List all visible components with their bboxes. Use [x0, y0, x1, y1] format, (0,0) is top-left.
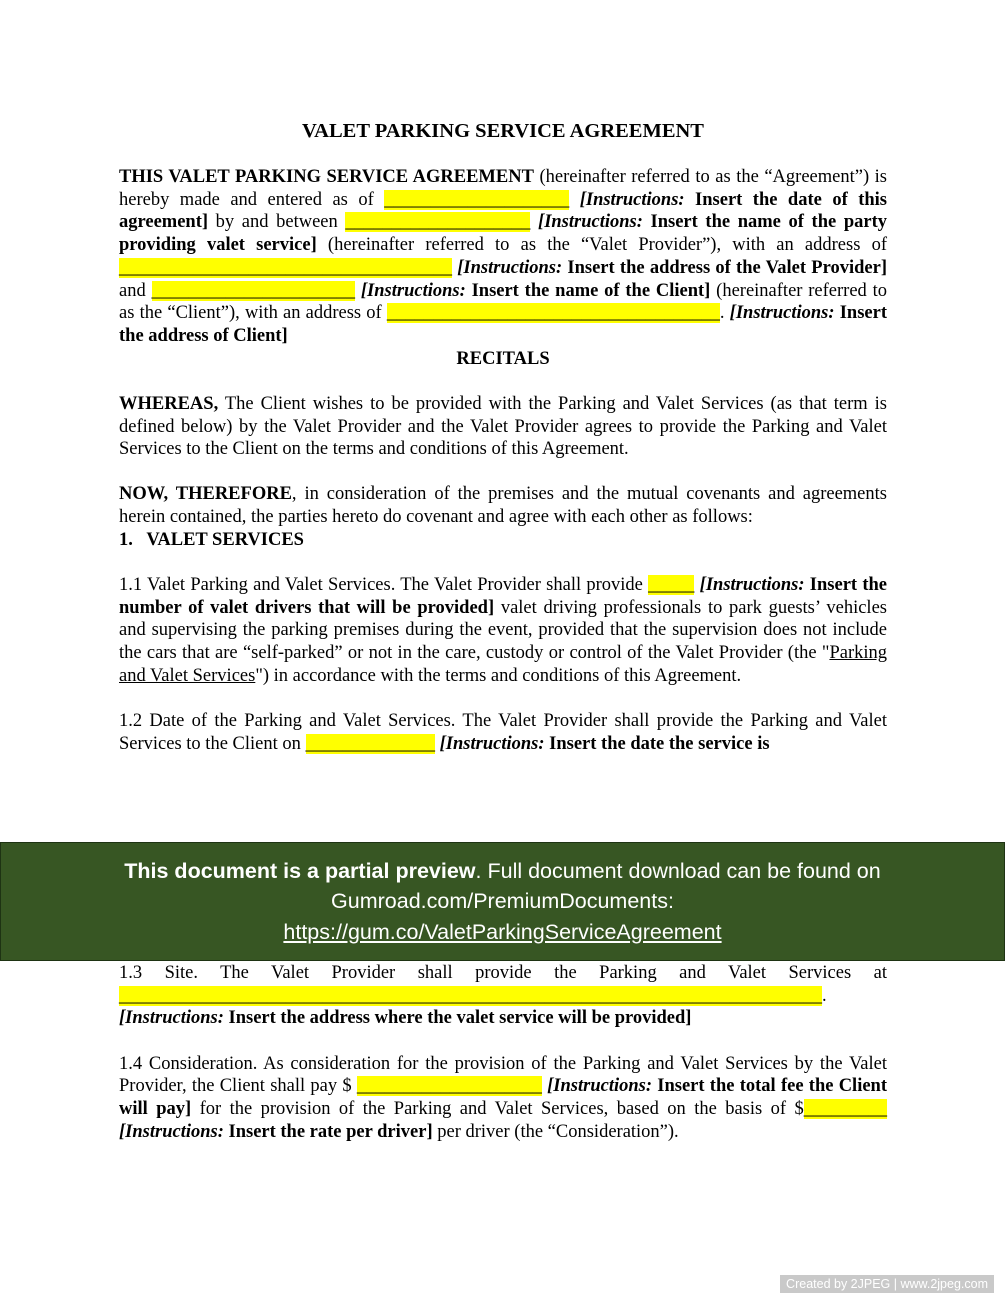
banner-bold: This document is a partial preview [124, 858, 476, 883]
intro-text: . [719, 303, 730, 324]
instruction-label: [Instructions: [439, 733, 545, 754]
instruction-label: [Instructions: [538, 212, 643, 233]
instruction-label: [Instructions: [119, 1121, 224, 1142]
intro-text: by and between [208, 212, 346, 233]
now-therefore-paragraph [119, 483, 887, 528]
whereas-paragraph [119, 393, 887, 461]
download-link[interactable]: https://gum.co/ValetParkingServiceAgreement [283, 919, 722, 944]
instruction-provider-address [457, 258, 887, 278]
document-body [119, 118, 887, 755]
clause-1-4 [119, 1053, 887, 1144]
clause-text: 1.3 Site. The Valet Provider shall provide the Parking and Valet Services at [119, 963, 887, 983]
clause-text: 1.2 Date of the Parking and Valet Services. The Valet Provider shall provide the Parking and Valet Services to the Client on [119, 711, 887, 754]
intro-text: and [119, 280, 152, 301]
instruction-label: [Instructions: [579, 189, 685, 210]
preview-banner [0, 842, 1005, 961]
instruction-text: Insert the rate per driver] [223, 1121, 433, 1142]
whereas-text: The Client wishes to be provided with the Parking and Valet Services (as that term is defined below) by the Valet Provider and the Valet Provider agrees to provide the Parking and Valet Services to the Client on the terms and conditions of this Agreement. [119, 393, 887, 460]
instruction-service-date [440, 734, 770, 754]
banner-message [1, 856, 1004, 917]
banner-text: . Full document download can be found on Gumroad.com/PremiumDocuments: [331, 858, 881, 914]
client-blank: ______________________ [151, 280, 356, 301]
now-therefore-lead: NOW, THEREFORE [119, 484, 292, 505]
instruction-label: [Instructions: [699, 575, 805, 596]
provider-address-blank: ____________________________________ [119, 257, 452, 278]
instruction-text: Insert the address where the valet service will be provided] [223, 1008, 692, 1029]
clause-text: valet driving professionals to park guests’ vehicles and supervising the parking premises during the event, provided that the supervision does not include the cars that are “self-parked” or not in the care, custody or control of the Valet Provider (the " [119, 597, 887, 664]
intro-text: (hereinafter referred to as the “Client”), with an address of [119, 280, 888, 324]
instruction-text: Insert the address of the Valet Provider] [562, 257, 888, 278]
clause-text: 1.4 Consideration. As consideration for the provision of the Parking and Valet Services by the Valet Provider, the Client shall pay $ [119, 1053, 887, 1097]
clauses-continued [119, 962, 887, 1143]
site-address-blank: ____________________________________________________________________________ [119, 985, 822, 1006]
recitals-heading: RECITALS [456, 348, 550, 369]
whereas-lead: WHEREAS, [119, 393, 219, 414]
clause-text: 1.1 Valet Parking and Valet Services. The Valet Provider shall provide [119, 575, 649, 596]
section-1-heading: 1. VALET SERVICES [119, 529, 304, 550]
clause-text: ") in accordance with the terms and conditions of this Agreement. [255, 665, 742, 686]
clause-text: . [822, 985, 827, 1006]
instruction-text: Insert the date of this agreement] [119, 189, 887, 233]
instruction-client [361, 281, 710, 301]
instruction-label: [Instructions: [729, 303, 835, 324]
total-fee-blank: ____________________ [356, 1076, 542, 1097]
instruction-text: Insert the address of Client] [119, 303, 887, 346]
clause-1-3-instruction [119, 1007, 887, 1030]
document-title: VALET PARKING SERVICE AGREEMENT [302, 120, 704, 142]
service-date-blank: ______________ [305, 733, 436, 754]
instruction-label: [Instructions: [457, 257, 563, 278]
instruction-text: Insert the date the service is [544, 733, 770, 754]
instruction-site [119, 1008, 691, 1028]
clause-1-1 [119, 574, 887, 688]
clause-1-3 [119, 962, 887, 1007]
defined-term: Parking and Valet Services [119, 643, 887, 686]
instruction-text: Insert the total fee the Client will pay] [119, 1076, 888, 1120]
intro-paragraph [119, 166, 887, 348]
intro-text: (hereinafter referred to as the “Valet Provider”), with an address of [316, 235, 887, 256]
intro-lead: THIS VALET PARKING SERVICE AGREEMENT [119, 167, 534, 187]
intro-text: (hereinafter referred to as the “Agreement”) is hereby made and entered as of [119, 167, 887, 210]
provider-blank: ____________________ [345, 212, 531, 233]
drivers-blank: _____ [648, 575, 695, 596]
rate-blank: _________ [803, 1099, 887, 1120]
instruction-label: [Instructions: [119, 1008, 224, 1029]
instruction-text: Insert the name of the Client] [465, 280, 711, 301]
clause-1-2 [119, 710, 887, 755]
now-therefore-text: , in consideration of the premises and the mutual covenants and agreements herein contained, the parties hereto do covenant and agree with each other as follows: [119, 484, 887, 528]
watermark-badge: Created by 2JPEG | www.2jpeg.com [780, 1275, 994, 1293]
instruction-label: [Instructions: [360, 280, 466, 301]
clause-text: for the provision of the Parking and Valet Services, based on the basis of $ [191, 1099, 804, 1120]
instruction-text: Insert the name of the party providing valet service] [119, 212, 887, 256]
instruction-rate [119, 1122, 433, 1142]
client-address-blank: ____________________________________ [386, 303, 720, 324]
date-blank: ____________________ [384, 189, 570, 210]
instruction-text: Insert the number of valet drivers that will be provided] [119, 575, 887, 618]
instruction-label: [Instructions: [547, 1076, 653, 1097]
clause-text: per driver (the “Consideration”). [432, 1121, 679, 1142]
